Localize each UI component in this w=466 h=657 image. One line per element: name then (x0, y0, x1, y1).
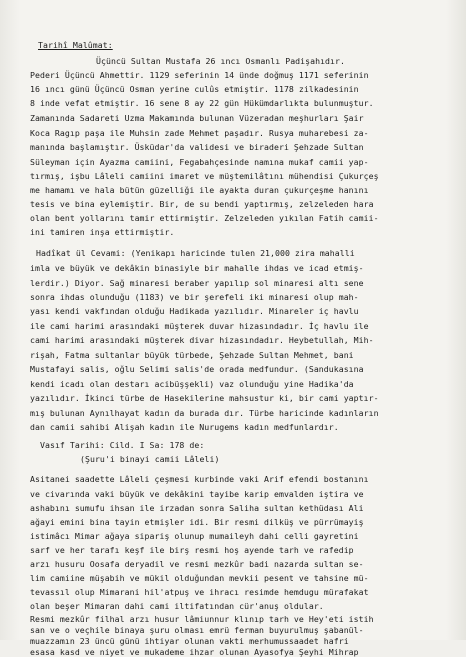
paragraph-line: tesis ve bina eylemiştir. Bir, de su bendi yaptırmış, zelzeleden hara (30, 199, 374, 209)
paragraph-line: arzı husuru Oosafa deryadil ve resmi mezkûr badi nazarda sultan se- (30, 559, 364, 569)
paragraph-line: manında başlamıştır. Üsküdar'da validesi ve biraderi Şehzade Sultan (30, 142, 364, 152)
paragraph-line: ağayi emini bina tayin etmişler idi. Bir resmi dilküş ve pürrümayiş (30, 517, 364, 527)
paragraph-line: esasa kasd ve niyet ve mukademe ihzar olunan Ayasofya Şeyhi Mihrap (30, 647, 359, 657)
paragraph-line: Üçüncü Sultan Mustafa 26 ıncı Osmanlı Padişahıdır. (96, 56, 345, 66)
paragraph-line: Süleyman için Ayazma camiini, Fegabahçesinde namına mukaf camii yap- (30, 157, 369, 167)
paragraph-line: rişah, Fatma sultanlar büyük türbede, Şehzade Sultan Mehmet, bani (30, 350, 354, 360)
paragraph-line: Koca Ragıp paşa ile Muhsin zade Mehmet paşadır. Rusya muharebesi za- (30, 128, 369, 138)
paragraph-line: Resmi mezkûr filhal arzı husur lâmiunnur klınıp tarh ve Hey'eti istih (30, 614, 374, 624)
paragraph-line: imla ve büyük ve dekâkin binasiyle bir mahalle ihdas ve icad etmiş- (30, 263, 364, 273)
paragraph-line: sonra ihdas olunduğu (1183) ve bir şerefeli iki minaresi olup mah- (30, 292, 359, 302)
paragraph-line: yazılıdır. İkinci türbe de Hasekilerine mahsustur ki, bir cami yaptır- (30, 393, 379, 403)
paragraph-line: 8 inde vefat etmiştir. 16 sene 8 ay 22 gün Hükümdarlıkta bulunmuştur. (30, 98, 374, 108)
paragraph-line: yası kendi vakfından olduğu Hadikada yazılıdır. Minareler iç havlu (30, 306, 359, 316)
paragraph-line: Mustafayi salis, oğlu Selimi salis'de orada medfundur. (Sandukasına (30, 364, 364, 374)
paragraph-line: istimâcı Mimar ağaya sipariş olunup mumaileyh dahi celli gayretini (30, 531, 359, 541)
paragraph-line: tırmış, işbu Lâleli camiini imaret ve müştemilâtını mühendisi Çukurçeş (30, 171, 379, 181)
paragraph-line: Pederi Üçüncü Ahmettir. 1129 seferinin 14 ünde doğmuş 1171 seferinin (30, 70, 369, 80)
paragraph-line: ve civarında vaki büyük ve dekâkini tayibe karip emvalden iştira ve (30, 489, 364, 499)
paragraph-line: mış bulunan Aynılhayat kadın da burada dır. Türbe haricinde kadınların (30, 408, 379, 418)
paragraph-line: lerdir.) Diyor. Sağ minaresi beraber yapılıp sol minaresi altı sene (30, 278, 364, 288)
paragraph-line: san ve o veçhile binaya şuru olması emrü ferman buyurulmuş şabanül- (30, 625, 364, 635)
paragraph-line: sarf ve her tarafı keşf ile birş resmi hoş ayende tarh ve rafedip (30, 545, 354, 555)
paragraph-line: olan beşer Mimaran dahi cami iltifatından cür'anuş oldular. (30, 601, 324, 611)
paragraph-line: ile cami harimi arasındaki müşterek duvar hizasındadır. İç havlu ile (30, 321, 369, 331)
citation-line: Vasıf Tarihi: Cild. I Sa: 178 de: (40, 440, 205, 450)
document-heading: Tarihî Malûmat: (38, 40, 113, 50)
paragraph-line: 16 ıncı günü Üçüncü Osman yerine culûs etmiştir. 1178 zilkadesinin (30, 84, 359, 94)
paragraph-line: muazzamın 23 üncü günü ihtiyar olunan vakti merhumussaadet hafri (30, 636, 349, 646)
paragraph-line: ini tamiren inşa ettirmiştir. (30, 227, 175, 237)
paragraph-line: cami harimi arasındaki müşterek divar hizasındadır. Heybetullah, Mih- (30, 335, 374, 345)
paragraph-line: Asitanei saadette Lâleli çeşmesi kurbinde vaki Arif efendi bostanını (30, 474, 369, 484)
paragraph-line: tevassıl olup Mimarani hil'atpuş ve ihracı resimde hemdugu mürafakat (30, 587, 369, 597)
paragraph-line: Zamanında Sadareti Uzma Makamında bulunan Vüzeradan meşhurları Şair (30, 113, 364, 123)
paragraph-line: lim camiine müşabih ve mükil olduğundan mevkii pesent ve tahsine mü- (30, 573, 369, 583)
paragraph-line: olan bent yollarını tamir ettirmiştir. Zelzeleden yıkılan Fatih camii- (30, 213, 379, 223)
paragraph-line: ashabını sumufu ihsan ile irzadan sonra Saliha sultan kethüdası Ali (30, 503, 364, 513)
paragraph-line: Hadîkat ül Cevami: (Yenikapı haricinde tulen 21,000 zira mahalli (36, 248, 355, 258)
citation-line: (Şuru'i binayi camii Lâleli) (80, 454, 220, 464)
paragraph-line: dan camii sahibi Alişah kadın ile Nurugems kadın medfunlardır. (30, 422, 339, 432)
paragraph-line: kendi icadı olan destarı acibüşşekli) vaz olunduğu yine Hadika'da (30, 379, 354, 389)
paragraph-line: me hamamı ve hala bütün güzelliği ile ayakta duran çukurçeşme hanını (30, 185, 369, 195)
